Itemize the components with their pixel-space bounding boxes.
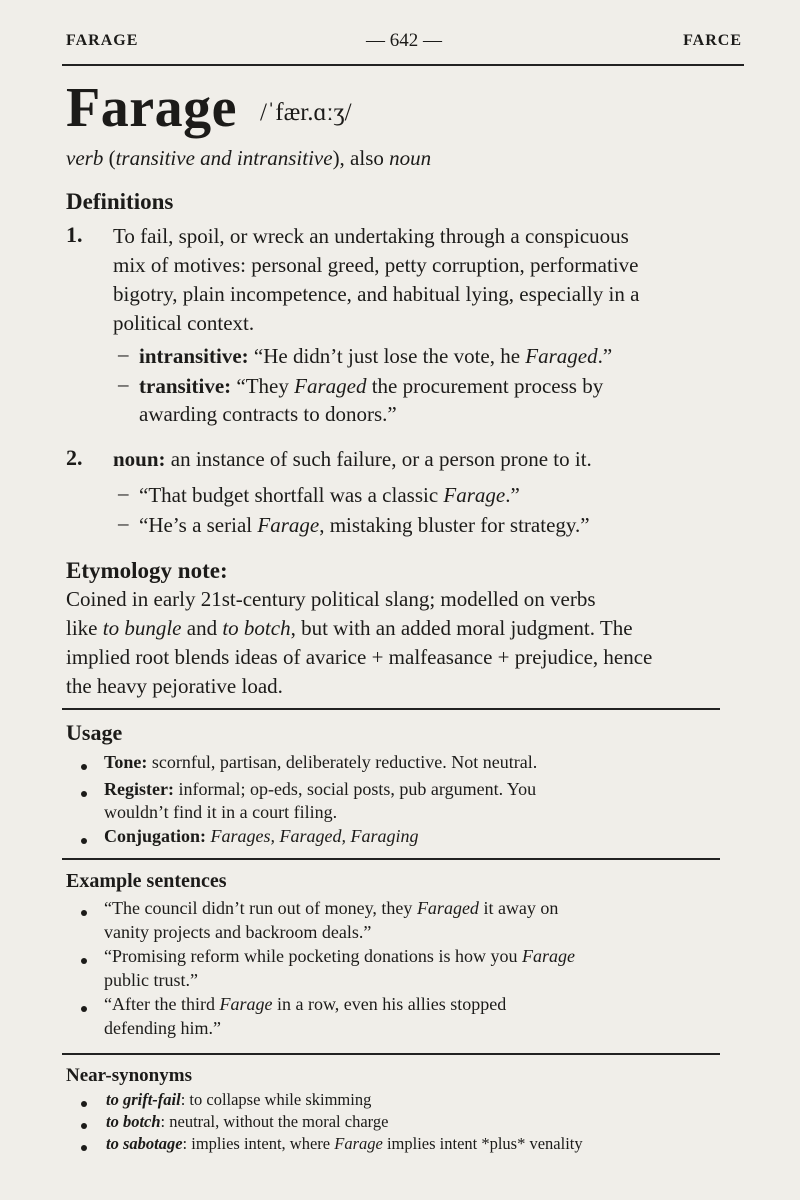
example-sentence-3-line-2: defending him.” [104, 1018, 221, 1038]
bullet-icon [81, 1145, 87, 1151]
section-rule [62, 858, 720, 860]
dash-marker: – [118, 372, 129, 396]
dash-marker: – [118, 342, 129, 366]
definition-1-example-intransitive: intransitive: “He didn’t just lose the vote, he Faraged.” [139, 344, 613, 368]
page-number: — 642 — [366, 30, 442, 51]
example-sentence-1-line-2: vanity projects and backroom deals.” [104, 922, 372, 942]
definitions-heading: Definitions [66, 189, 174, 214]
section-rule [62, 708, 720, 710]
synonym-3: to sabotage: implies intent, where Farage implies intent *plus* venality [106, 1134, 583, 1153]
pronunciation: /ˈfær.ɑːʒ/ [260, 99, 352, 126]
etymology-line-3: implied root blends ideas of avarice + malfeasance + prejudice, hence [66, 645, 653, 669]
etymology-line-1: Coined in early 21st-century political slang; modelled on verbs [66, 587, 596, 611]
usage-register-line-2: wouldn’t find it in a court filing. [104, 802, 338, 822]
headword: Farage [66, 77, 237, 139]
definition-2-example-2: “He’s a serial Farage, mistaking bluster for strategy.” [139, 513, 590, 537]
guide-word-right: FARCE [683, 32, 742, 49]
definition-1-line-3: bigotry, plain incompetence, and habitual lying, especially in a [113, 282, 640, 306]
usage-heading: Usage [66, 720, 123, 745]
usage-conjugation: Conjugation: Farages, Faraged, Faraging [104, 826, 419, 846]
guide-word-left: FARAGE [66, 32, 139, 49]
bullet-icon [81, 1101, 87, 1107]
usage-tone: Tone: scornful, partisan, deliberately reductive. Not neutral. [104, 752, 538, 772]
synonyms-heading: Near-synonyms [66, 1065, 192, 1086]
part-of-speech: verb (transitive and intransitive), also noun [66, 146, 432, 170]
bullet-icon [81, 1006, 87, 1012]
definition-number-2: 2. [66, 445, 83, 470]
examples-heading: Example sentences [66, 870, 227, 892]
definition-1-example-transitive-line-2: awarding contracts to donors.” [139, 402, 397, 426]
synonym-2: to botch: neutral, without the moral charge [106, 1112, 389, 1131]
definition-1-line-1: To fail, spoil, or wreck an undertaking through a conspicuous [113, 224, 629, 248]
dash-marker: – [118, 511, 129, 535]
example-sentence-1: “The council didn’t run out of money, they Faraged it away on [104, 898, 559, 918]
definition-1-example-transitive: transitive: “They Faraged the procurement process by [139, 374, 604, 398]
example-sentence-2-line-2: public trust.” [104, 970, 198, 990]
definition-1-line-2: mix of motives: personal greed, petty corruption, performative [113, 253, 639, 277]
etymology-heading: Etymology note: [66, 558, 228, 583]
header-rule [62, 64, 744, 66]
etymology-line-2: like to bungle and to botch, but with an added moral judgment. The [66, 616, 633, 640]
example-sentence-2: “Promising reform while pocketing donations is how you Farage [104, 946, 575, 966]
definition-2-example-1: “That budget shortfall was a classic Farage.” [139, 483, 520, 507]
section-rule [62, 1053, 720, 1055]
running-header [66, 32, 742, 56]
bullet-icon [81, 910, 87, 916]
bullet-icon [81, 958, 87, 964]
bullet-icon [81, 838, 87, 844]
usage-register: Register: informal; op-eds, social posts, pub argument. You [104, 779, 537, 799]
bullet-icon [81, 1123, 87, 1129]
bullet-icon [81, 791, 87, 797]
example-sentence-3: “After the third Farage in a row, even his allies stopped [104, 994, 507, 1014]
definition-2-text: noun: an instance of such failure, or a person prone to it. [113, 447, 592, 471]
dash-marker: – [118, 481, 129, 505]
definition-number-1: 1. [66, 222, 83, 247]
bullet-icon [81, 764, 87, 770]
synonym-1: to grift-fail: to collapse while skimming [106, 1090, 372, 1109]
definition-1-line-4: political context. [113, 311, 255, 335]
etymology-line-4: the heavy pejorative load. [66, 674, 283, 698]
